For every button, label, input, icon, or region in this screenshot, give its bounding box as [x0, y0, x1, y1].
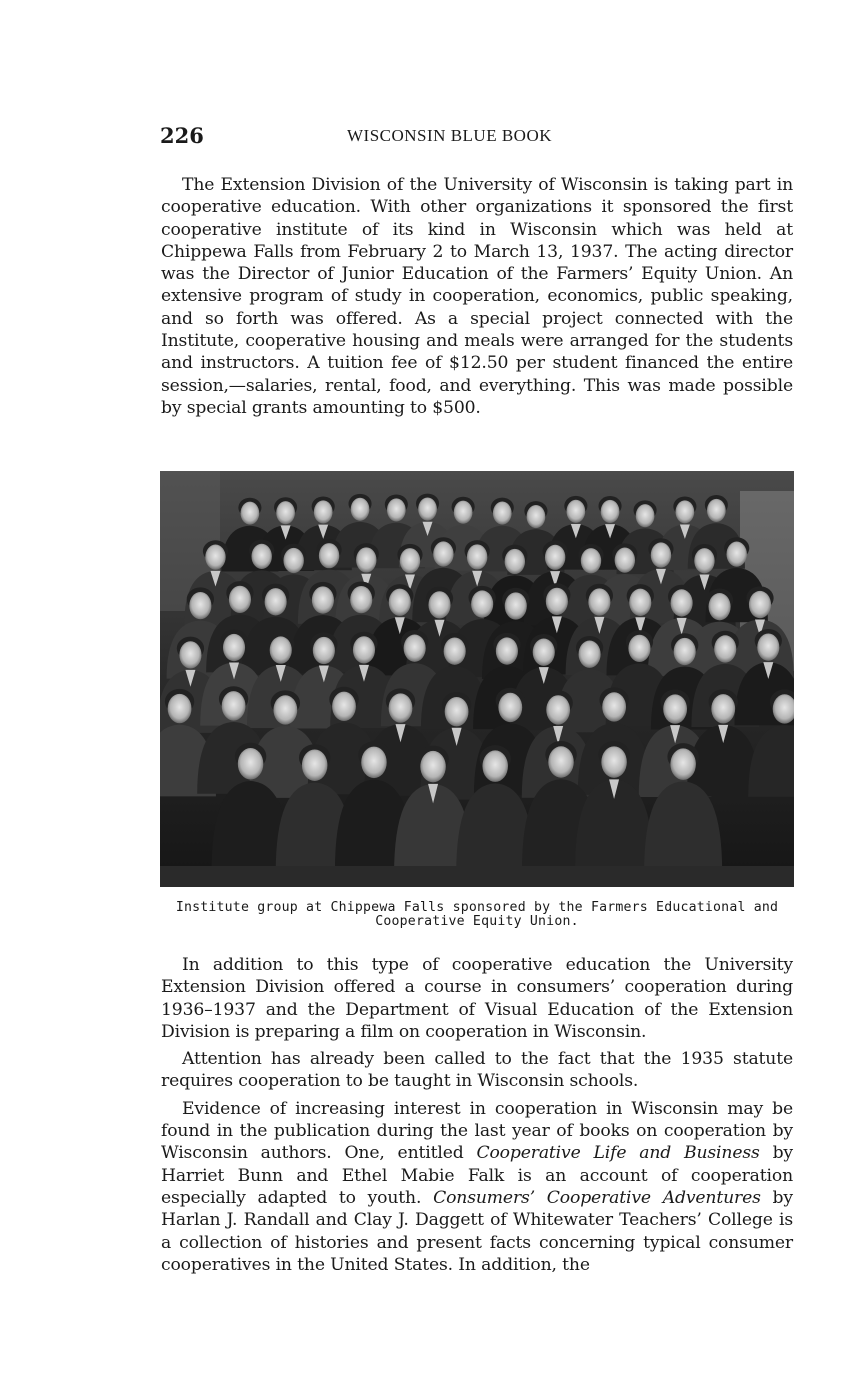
paragraph: In addition to this type of cooperative education the University Extension Division offered a course in consumers’ cooperation during 1936–1937 and the Department of Visual Education of the Extension Division is preparing a film on cooperation in Wisconsin. [161, 955, 793, 1042]
person-face [493, 502, 512, 525]
person-face [353, 636, 375, 663]
person-face [636, 504, 655, 527]
person-face [651, 542, 671, 567]
person-face [749, 591, 771, 618]
person-face [663, 694, 687, 723]
person-face [707, 499, 726, 522]
person-face [711, 694, 735, 723]
paragraph [161, 1098, 793, 1276]
person-face [671, 589, 693, 616]
person-face [467, 544, 487, 569]
paragraph: Attention has already been called to the fact that the 1935 statute requires cooperation to be taught in Wisconsin schools. [161, 1049, 793, 1092]
person-face [567, 500, 586, 523]
person-face [546, 695, 570, 724]
person-face [283, 548, 303, 573]
person-face [433, 541, 453, 566]
person-face [205, 544, 225, 569]
person-face [482, 750, 508, 782]
group-photograph [160, 471, 794, 887]
person-face [505, 592, 527, 619]
person-face [615, 548, 635, 573]
person-face [676, 500, 695, 523]
person-face [428, 591, 450, 618]
person-face [241, 502, 260, 525]
person-face [251, 544, 271, 569]
person-face [545, 545, 565, 570]
page-number: 226 [160, 123, 204, 148]
person-face [454, 501, 473, 524]
group-photo-image [160, 471, 794, 887]
book-title: Cooperative Life and Business [476, 1143, 760, 1164]
person-face [709, 593, 731, 620]
person-face [418, 498, 437, 521]
person-face [350, 586, 372, 613]
person-face [168, 694, 192, 723]
person-face [579, 641, 601, 668]
person-face [533, 639, 555, 666]
person-face [726, 541, 746, 566]
person-face [276, 501, 295, 524]
running-head: WISCONSIN BLUE BOOK [347, 126, 552, 145]
person-face [319, 543, 339, 568]
person-face [229, 586, 251, 613]
book-title: Consumers’ Cooperative Adventures [433, 1187, 761, 1208]
person-face [387, 498, 406, 521]
person-face [420, 751, 446, 783]
person-face [601, 746, 627, 778]
person-face [265, 588, 287, 615]
person-face [238, 748, 264, 780]
person-face [674, 638, 696, 665]
person-face [389, 589, 411, 616]
person-face [505, 549, 525, 574]
person-face [302, 749, 328, 781]
person-face [548, 746, 574, 778]
person-face [601, 500, 620, 523]
person-face [527, 505, 546, 528]
person-face [270, 636, 292, 663]
person-face [757, 634, 779, 661]
person-face [714, 635, 736, 662]
person-face [444, 638, 466, 665]
person-face [694, 548, 714, 573]
person-face [471, 590, 493, 617]
text-run: by Harlan J. Randall and Clay J. Daggett of Whitewater Teachers’ College is a collection of histories and present facts concerning typical consumer cooperatives in the United States. In addition, the [161, 1187, 793, 1275]
person-face [588, 588, 610, 615]
person-face [670, 748, 696, 780]
person-face [361, 747, 387, 779]
person-face [581, 548, 601, 573]
body-text-top [161, 174, 793, 419]
text-run: Evidence of increasing interest in cooperation in Wisconsin may be found in the publication during the last year of books on cooperation by Wisconsin authors. One, entitled [161, 1098, 793, 1164]
person-face [602, 692, 626, 721]
person-face [189, 592, 211, 619]
person-face [356, 547, 376, 572]
person-face [312, 586, 334, 613]
text-run: by Harriet Bunn and Ethel Mabie Falk is an account of cooperation especially adapted to youth. [161, 1143, 793, 1208]
person-face [222, 691, 246, 720]
paragraph: The Extension Division of the University of Wisconsin is taking part in cooperative education. With other organizations it sponsored the first cooperative institute of its kind in Wisconsin which was held at Chippewa Falls from February 2 to March 13, 1937. The acting director was the Director of Junior Education of the Farmers’ Equity Union. An extensive program of study in cooperation, economics, public speaking, and so forth was offered. As a special project connected with the Institute, cooperative housing and meals were arranged for the students and instructors. A tuition fee of $12.50 per student financed the entire session,—salaries, rental, food, and everything. This was made possible by special grants amounting to $500. [161, 175, 793, 418]
person-face [389, 693, 413, 722]
person-face [400, 548, 420, 573]
person-face [223, 634, 245, 661]
person-face [445, 697, 469, 726]
person-face [629, 589, 651, 616]
person-face [628, 635, 650, 662]
person-face [332, 692, 356, 721]
person-face [314, 500, 333, 523]
person-face [496, 637, 518, 664]
person-face [351, 498, 370, 521]
person-face [313, 637, 335, 664]
person-face [498, 693, 522, 722]
person-face [546, 588, 568, 615]
person-face [404, 635, 426, 662]
figure-caption: Institute group at Chippewa Falls sponsored by the Farmers Educational and Cooperative Equity Union. [175, 900, 779, 929]
person-face [273, 695, 297, 724]
body-text-bottom [161, 954, 793, 1276]
person-face [179, 641, 201, 668]
